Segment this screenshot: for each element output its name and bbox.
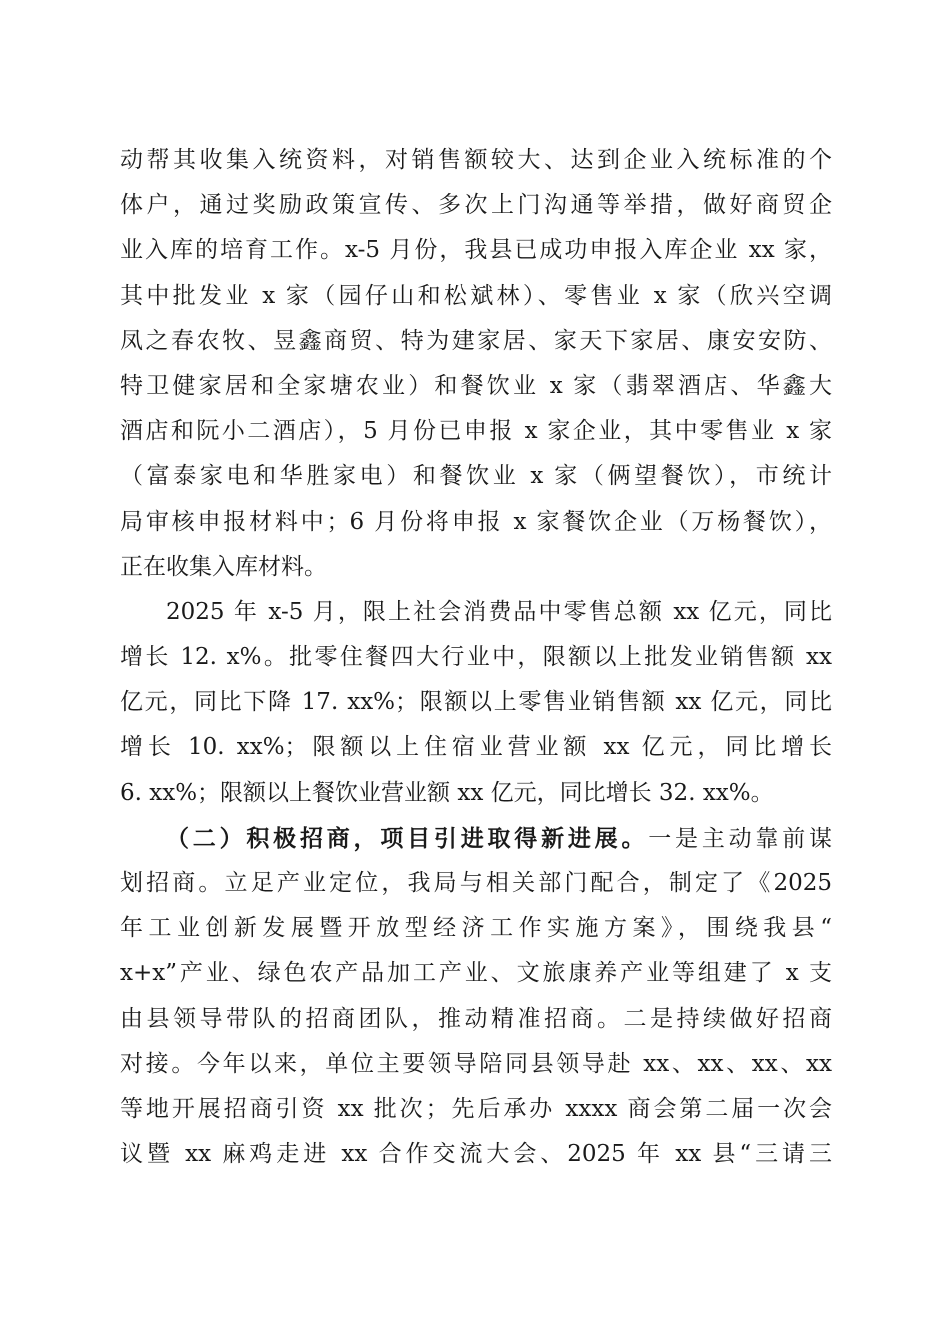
section-heading: （二）积极招商，项目引进取得新进展。 [166, 824, 649, 852]
text-line: 凤之春农牧、昱鑫商贸、特为建家居、家天下家居、康安安防、 [120, 327, 832, 354]
text-line: 由县领导带队的招商团队，推动精准招商。二是持续做好招商 [120, 1005, 832, 1032]
text-line: 年工业创新发展暨开放型经济工作实施方案》，围绕我县“ [120, 915, 832, 942]
text-line: 等地开展招商引资 xx 批次；先后承办 xxxx 商会第二届一次会 [120, 1095, 832, 1122]
text-line: 增长 10. xx%；限额以上住宿业营业额 xx 亿元，同比增长 [120, 734, 832, 761]
text-line: 体户，通过奖励政策宣传、多次上门沟通等举措，做好商贸企 [120, 192, 832, 219]
text-line: 其中批发业 x 家（园仔山和松斌林）、零售业 x 家（欣兴空调 [120, 282, 832, 309]
paragraph-3 [120, 816, 832, 1178]
paragraph-2 [120, 590, 832, 816]
text-line: 增长 12. x%。批零住餐四大行业中，限额以上批发业销售额 xx [120, 644, 832, 671]
text-line: 亿元，同比下降 17. xx%；限额以上零售业销售额 xx 亿元，同比 [120, 689, 832, 716]
text-line [120, 816, 832, 861]
paragraph-1 [120, 138, 832, 590]
text-line: （富泰家电和华胜家电）和餐饮业 x 家（俩望餐饮），市统计 [120, 463, 832, 490]
text-line: 酒店和阮小二酒店），5 月份已申报 x 家企业，其中零售业 x 家 [120, 418, 832, 445]
text-line: 局审核申报材料中；6 月份将申报 x 家餐饮企业（万杨餐饮）， [120, 508, 832, 535]
text-line: 划招商。立足产业定位，我局与相关部门配合，制定了《2025 [120, 870, 832, 896]
text-line: 业入库的培育工作。x-5 月份，我县已成功申报入库企业 xx 家， [120, 237, 832, 264]
text-line: 2025 年 x-5 月，限上社会消费品中零售总额 xx 亿元，同比 [166, 598, 832, 625]
text-line: 动帮其收集入统资料，对销售额较大、达到企业入统标准的个 [120, 147, 832, 173]
text-line: 对接。今年以来，单位主要领导陪同县领导赴 xx、xx、xx、xx [120, 1050, 832, 1077]
text-line: 6. xx%；限额以上餐饮业营业额 xx 亿元，同比增长 32. xx%。 [120, 779, 774, 806]
text-line: 议暨 xx 麻鸡走进 xx 合作交流大会、2025 年 xx 县“三请三 [120, 1141, 832, 1168]
text-line: x+x”产业、绿色农产品加工产业、文旅康养产业等组建了 x 支 [120, 960, 832, 987]
document-body [120, 138, 832, 1177]
heading-continuation: 一是主动靠前谋 [648, 825, 833, 852]
text-line: 正在收集入库材料。 [120, 553, 327, 580]
text-line: 特卫健家居和全家塘农业）和餐饮业 x 家（翡翠酒店、华鑫大 [120, 372, 832, 399]
